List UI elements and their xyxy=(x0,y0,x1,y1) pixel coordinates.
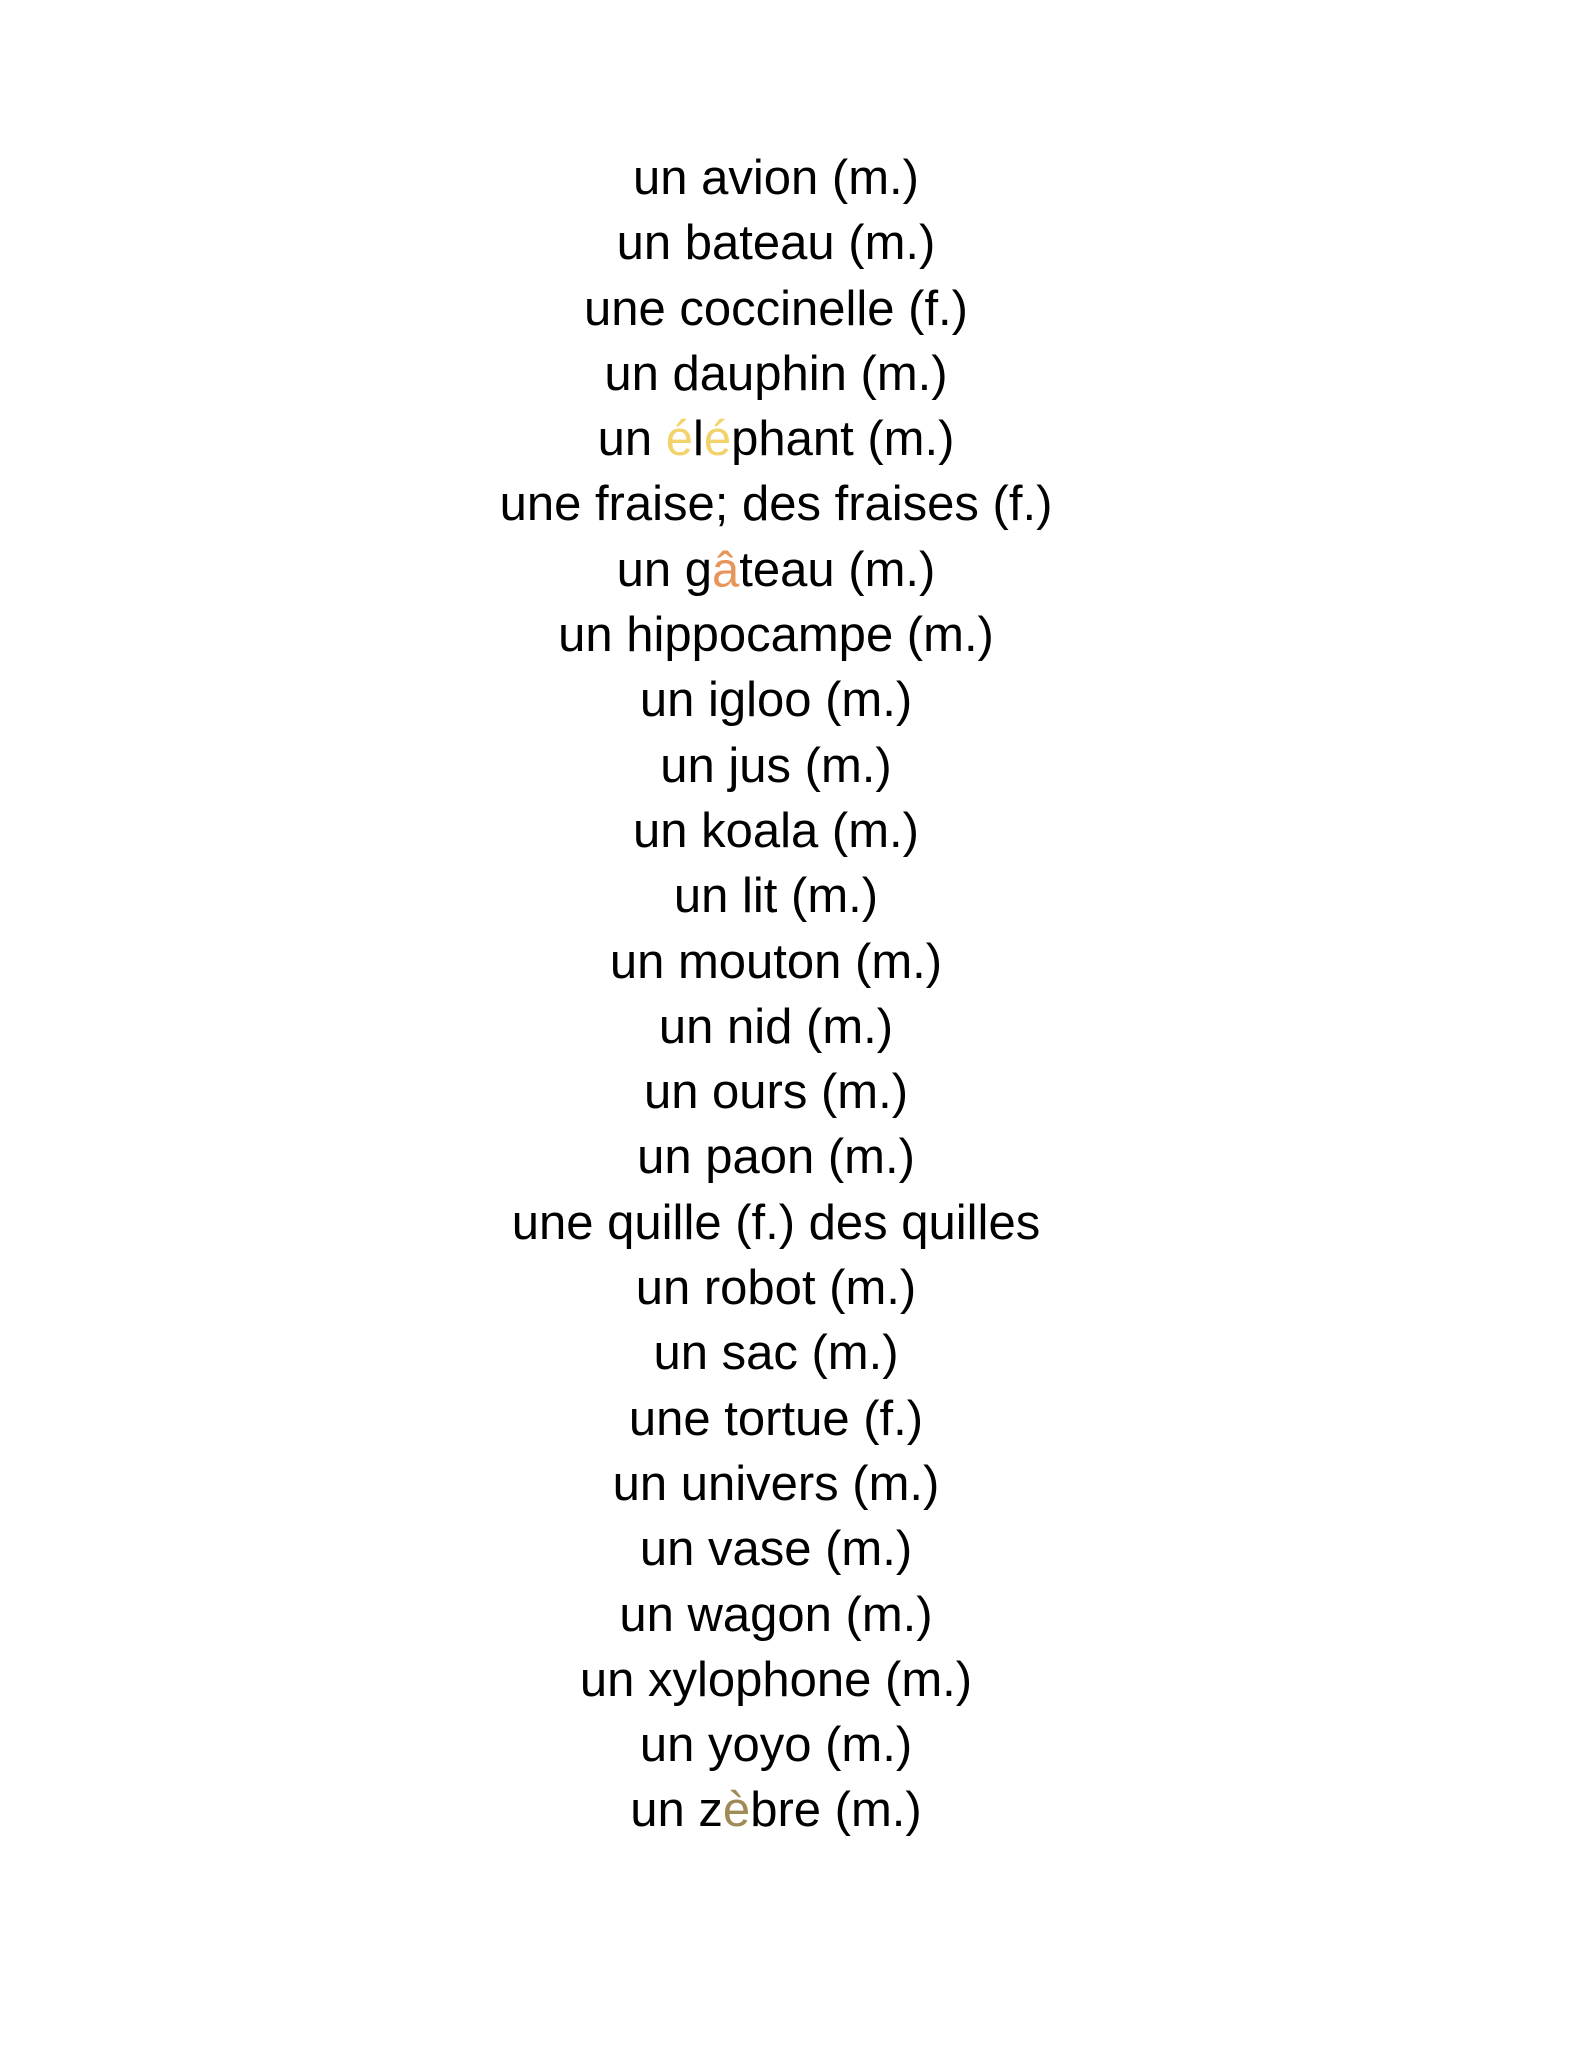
vocab-item-vase: un vase (m.) xyxy=(639,1522,913,1577)
accented-letter: è xyxy=(722,1783,751,1838)
vocab-item-nid: un nid (m.) xyxy=(658,999,894,1054)
accented-letter: é xyxy=(665,412,693,467)
vocab-item-zebre xyxy=(0,1778,1552,1843)
vocab-item-ours: un ours (m.) xyxy=(643,1065,909,1120)
vocab-item-quille: une quille (f.) des quilles xyxy=(511,1195,1041,1250)
vocab-item-jus: un jus (m.) xyxy=(660,738,892,793)
text-run: phant (m.) xyxy=(731,412,955,467)
vocab-item-univers: un univers (m.) xyxy=(612,1456,940,1511)
text-run: un xyxy=(597,412,666,467)
text-run: un z xyxy=(630,1783,723,1838)
text-run: un g xyxy=(616,542,713,597)
vocab-item-bateau: un bateau (m.) xyxy=(616,216,936,271)
text-run: bre (m.) xyxy=(750,1783,922,1838)
vocab-item-xylophone: un xylophone (m.) xyxy=(579,1652,973,1707)
vocab-item-mouton: un mouton (m.) xyxy=(609,934,943,989)
vocab-item-tortue: une tortue (f.) xyxy=(628,1391,924,1446)
vocab-item-sac: un sac (m.) xyxy=(653,1326,899,1381)
vocab-item-yoyo: un yoyo (m.) xyxy=(639,1718,913,1773)
vocabulary-list xyxy=(0,146,1552,1844)
vocab-item-koala: un koala (m.) xyxy=(633,803,919,858)
vocab-item-avion: un avion (m.) xyxy=(633,151,919,205)
text-run: teau (m.) xyxy=(739,542,936,597)
vocab-item-elephant xyxy=(0,407,1552,472)
text-run: l xyxy=(692,412,704,467)
vocab-item-robot: un robot (m.) xyxy=(635,1261,917,1316)
accented-letter: é xyxy=(703,412,732,467)
vocab-item-wagon: un wagon (m.) xyxy=(619,1587,933,1642)
vocab-item-fraise: une fraise; des fraises (f.) xyxy=(499,477,1053,532)
vocab-item-hippocampe: un hippocampe (m.) xyxy=(558,608,994,663)
vocab-item-igloo: un igloo (m.) xyxy=(639,673,913,728)
vocab-item-gateau xyxy=(0,538,1552,603)
accented-letter: â xyxy=(712,542,740,597)
vocab-item-coccinelle: une coccinelle (f.) xyxy=(583,281,968,336)
vocab-item-dauphin: un dauphin (m.) xyxy=(604,346,948,401)
vocab-item-lit: un lit (m.) xyxy=(673,869,879,924)
vocab-item-paon: un paon (m.) xyxy=(637,1130,915,1185)
